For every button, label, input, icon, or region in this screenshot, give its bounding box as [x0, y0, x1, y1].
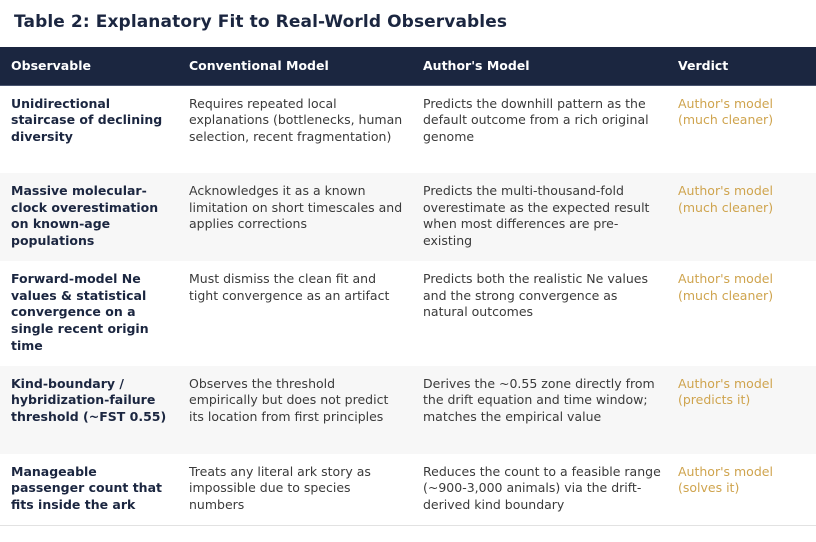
observable-cell: Massive molecular-clock overestimation on known-age populations: [11, 183, 159, 249]
verdict-cell: Author's model (much cleaner): [678, 95, 774, 128]
column-header-observable: Observable: [0, 47, 178, 85]
observable-cell: Unidirectional staircase of declining diversity: [11, 95, 163, 144]
observable-cell: Manageable passenger count that fits inside the ark: [0, 454, 178, 526]
authors-model-cell: Derives the ~0.55 zone directly from the drift equation and time window; matches the empirical value: [423, 375, 655, 424]
table-row: [0, 85, 816, 173]
verdict-cell: Author's model (solves it): [667, 454, 816, 526]
column-header-verdict: Verdict: [667, 47, 816, 85]
column-header-conventional-model: Conventional Model: [178, 47, 412, 85]
verdict-cell: Author's model (predicts it): [678, 375, 773, 408]
conventional-model-cell: Treats any literal ark story as impossible due to species numbers: [178, 454, 412, 526]
table-row: [0, 454, 816, 526]
table-title: Table 2: Explanatory Fit to Real-World Observables: [14, 12, 508, 32]
conventional-model-cell: Must dismiss the clean fit and tight convergence as an artifact: [189, 271, 390, 303]
conventional-model-cell: Acknowledges it as a known limitation on short timescales and applies corrections: [189, 183, 403, 232]
authors-model-cell: Predicts the multi-thousand-fold overestimate as the expected result when most differences are pre-existing: [423, 183, 650, 249]
authors-model-cell: Reduces the count to a feasible range (~900-3,000 animals) via the drift-derived kind boundary: [412, 454, 667, 526]
table-header-row: [0, 47, 816, 85]
observable-cell: Kind-boundary / hybridization-failure threshold (~FST 0.55): [11, 375, 167, 424]
authors-model-cell: Predicts the downhill pattern as the default outcome from a rich original genome: [423, 95, 649, 144]
table-row: [0, 173, 816, 261]
conventional-model-cell: Observes the threshold empirically but does not predict its location from first principles: [189, 375, 389, 424]
table-row: [0, 261, 816, 366]
explanatory-fit-table: [0, 47, 816, 526]
table-row: [0, 366, 816, 454]
observable-cell: Forward-model Ne values & statistical convergence on a single recent origin time: [11, 271, 149, 353]
column-header-authors-model: Author's Model: [412, 47, 667, 85]
conventional-model-cell: Requires repeated local explanations (bottlenecks, human selection, recent fragmentation): [189, 95, 403, 144]
verdict-cell: Author's model (much cleaner): [678, 271, 774, 303]
authors-model-cell: Predicts both the realistic Ne values and the strong convergence as natural outcomes: [423, 271, 648, 320]
verdict-cell: Author's model (much cleaner): [678, 183, 774, 215]
